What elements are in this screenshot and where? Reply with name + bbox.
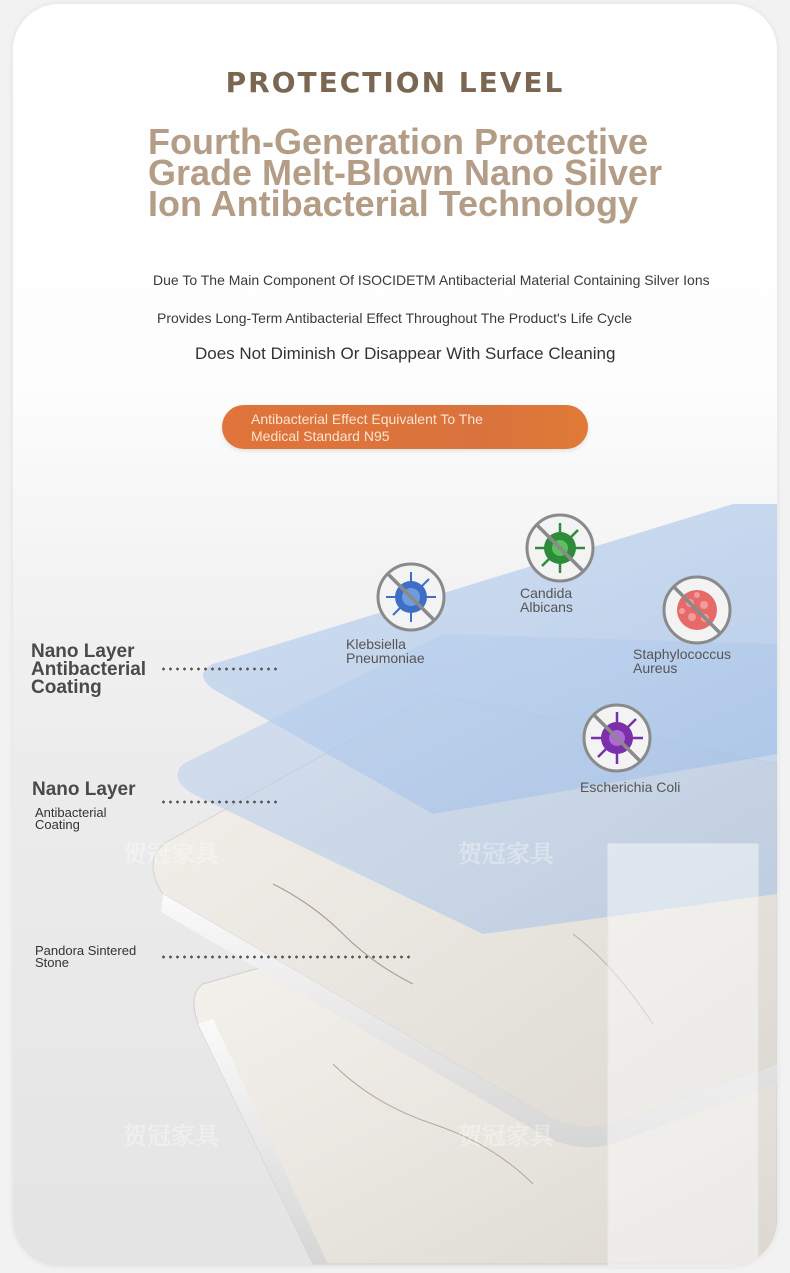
klebsiella-icon (376, 562, 446, 632)
layer-label-nano (32, 781, 135, 831)
badge-line: Medical Standard N95 (251, 428, 390, 444)
layer-subtitle: Coating (35, 817, 80, 832)
staphylococcus-icon (662, 575, 732, 645)
headline-line: Ion Antibacterial Technology (148, 183, 639, 224)
badge-line: Antibacterial Effect Equivalent To The (251, 411, 483, 427)
bacteria-label: Klebsiella Pneumoniae (346, 636, 425, 666)
layer-subtitle: Pandora Sintered (35, 943, 137, 958)
n95-badge (222, 405, 588, 449)
watermark: 贺冠家具 (123, 1123, 219, 1150)
layer-subtitle: Stone (35, 955, 69, 970)
bacteria-label: Candida Albicans (520, 585, 573, 615)
ecoli-icon (582, 703, 652, 773)
description-line: Due To The Main Component Of ISOCIDETM Antibacterial Material Containing Silver Ions (153, 272, 710, 288)
headline-line: Fourth-Generation Protective (148, 121, 649, 162)
headline (148, 121, 708, 224)
leader-dots (160, 800, 277, 804)
headline-line: Grade Melt-Blown Nano Silver (148, 152, 663, 193)
description-line: Provides Long-Term Antibacterial Effect Throughout The Product's Life Cycle (157, 310, 633, 326)
watermark: 贺冠家具 (123, 841, 219, 868)
description-emphasis: Does Not Diminish Or Disappear With Surface Cleaning (195, 344, 616, 363)
layer-label-coating (31, 643, 146, 697)
layer-title: Coating (31, 677, 102, 698)
watermark: 贺冠家具 (458, 1123, 554, 1150)
leader-dots (160, 955, 410, 959)
leader-dots (160, 667, 277, 671)
layer-label-stone (35, 945, 136, 969)
bacteria-label: Escherichia Coli (580, 779, 681, 795)
layer-title: Nano Layer (32, 779, 136, 800)
candida-icon (525, 513, 595, 583)
bacteria-label: Staphylococcus Aureus (633, 646, 732, 676)
watermark: 贺冠家具 (458, 841, 554, 868)
layer-title: Nano Layer (31, 641, 135, 662)
layer-title: Antibacterial (31, 659, 147, 680)
layer-subtitle: Antibacterial (35, 805, 107, 820)
section-title: PROTECTION LEVEL (225, 66, 565, 99)
